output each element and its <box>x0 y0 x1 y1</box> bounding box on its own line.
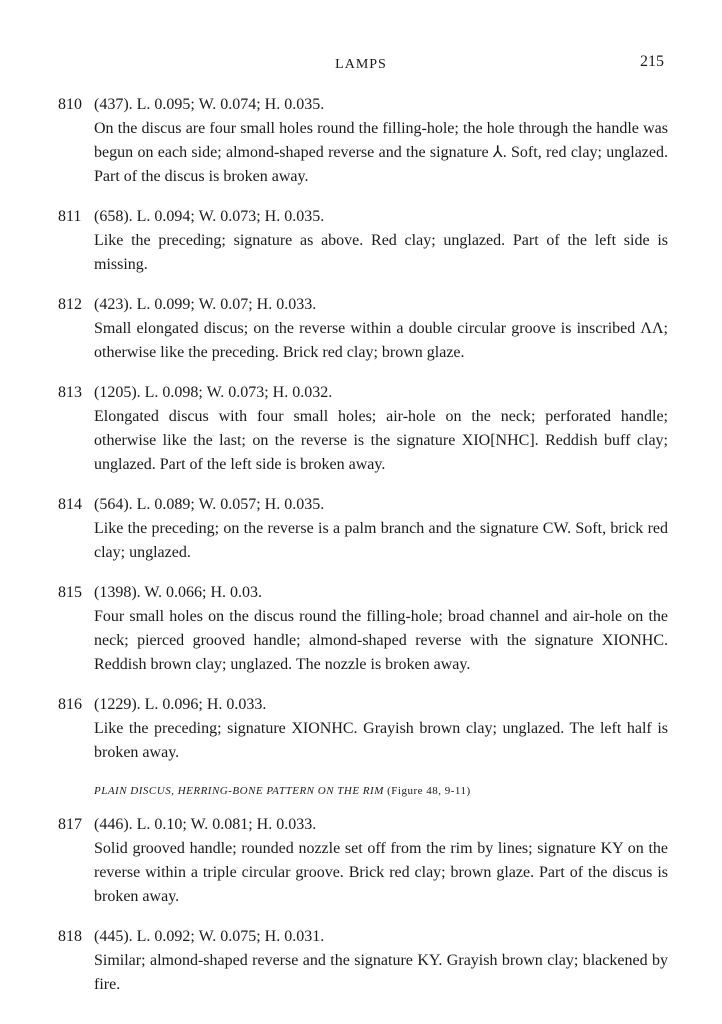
entry-dimensions: (1205). L. 0.098; W. 0.073; H. 0.032. <box>94 384 333 401</box>
entry-description: Like the preceding; on the reverse is a palm branch and the signature CW. Soft, brick red clay; unglazed. <box>94 520 668 561</box>
section-heading-title: PLAIN DISCUS, HERRING-BONE PATTERN ON THE RIM <box>94 785 384 797</box>
catalogue-entry-812 <box>58 293 668 365</box>
catalogue-entry-818 <box>58 925 668 997</box>
entry-dimensions: (445). L. 0.092; W. 0.075; H. 0.031. <box>94 928 325 945</box>
entry-description: Small elongated discus; on the reverse within a double circular groove is inscribed ΛΛ; otherwise like the preceding. Brick red clay; brown glaze. <box>94 320 668 361</box>
catalogue-entry-810 <box>58 93 668 189</box>
entry-dimensions: (1398). W. 0.066; H. 0.03. <box>94 584 262 601</box>
catalogue-entry-816 <box>58 693 668 765</box>
entry-dimensions: (437). L. 0.095; W. 0.074; H. 0.035. <box>94 96 325 113</box>
catalogue-entry-817 <box>58 813 668 909</box>
entry-description: Like the preceding; signature as above. Red clay; unglazed. Part of the left side is missing. <box>94 232 668 273</box>
entry-description: Like the preceding; signature XIONHC. Grayish brown clay; unglazed. The left half is broken away. <box>94 720 668 761</box>
entry-number: 818 <box>58 928 82 945</box>
entry-dimensions: (658). L. 0.094; W. 0.073; H. 0.035. <box>94 208 325 225</box>
running-title: LAMPS <box>335 57 387 72</box>
entry-number: 811 <box>58 208 82 225</box>
entry-description: On the discus are four small holes round the filling-hole; the hole through the handle was begun on each side; almond-shaped reverse and the signature ⅄. Soft, red clay; unglazed. Part of the discus is broken away. <box>94 120 668 185</box>
catalogue-entry-814 <box>58 493 668 565</box>
entry-number: 812 <box>58 296 82 313</box>
catalogue-entry-811 <box>58 205 668 277</box>
catalogue-entry-815 <box>58 581 668 677</box>
entry-dimensions: (564). L. 0.089; W. 0.057; H. 0.035. <box>94 496 325 513</box>
entry-description: Similar; almond-shaped reverse and the signature KY. Grayish brown clay; blackened by fire. <box>94 952 668 993</box>
figure-reference: (Figure 48, 9-11) <box>387 785 471 797</box>
entry-number: 814 <box>58 496 82 513</box>
section-heading <box>94 785 668 797</box>
entry-dimensions: (446). L. 0.10; W. 0.081; H. 0.033. <box>94 816 317 833</box>
entry-number: 815 <box>58 584 82 601</box>
entry-description: Solid grooved handle; rounded nozzle set off from the rim by lines; signature KY on the reverse within a triple circular groove. Brick red clay; brown glaze. Part of the discus is broken away. <box>94 840 668 905</box>
entry-description: Elongated discus with four small holes; air-hole on the neck; perforated handle; otherwise like the last; on the reverse is the signature XIO[NHC]. Reddish buff clay; unglazed. Part of the left side is broken away. <box>94 408 668 473</box>
entry-number: 816 <box>58 696 82 713</box>
page-number: 215 <box>640 53 664 70</box>
entry-dimensions: (1229). L. 0.096; H. 0.033. <box>94 696 267 713</box>
entry-number: 810 <box>58 96 82 113</box>
entry-description: Four small holes on the discus round the filling-hole; broad channel and air-hole on the neck; pierced grooved handle; almond-shaped reverse with the signature XIONHC. Reddish brown clay; unglazed. The nozzle is broken away. <box>94 608 668 673</box>
entry-number: 813 <box>58 384 82 401</box>
entry-dimensions: (423). L. 0.099; W. 0.07; H. 0.033. <box>94 296 317 313</box>
catalogue-entry-813 <box>58 381 668 477</box>
catalogue-entries <box>58 93 668 1013</box>
entry-number: 817 <box>58 816 82 833</box>
